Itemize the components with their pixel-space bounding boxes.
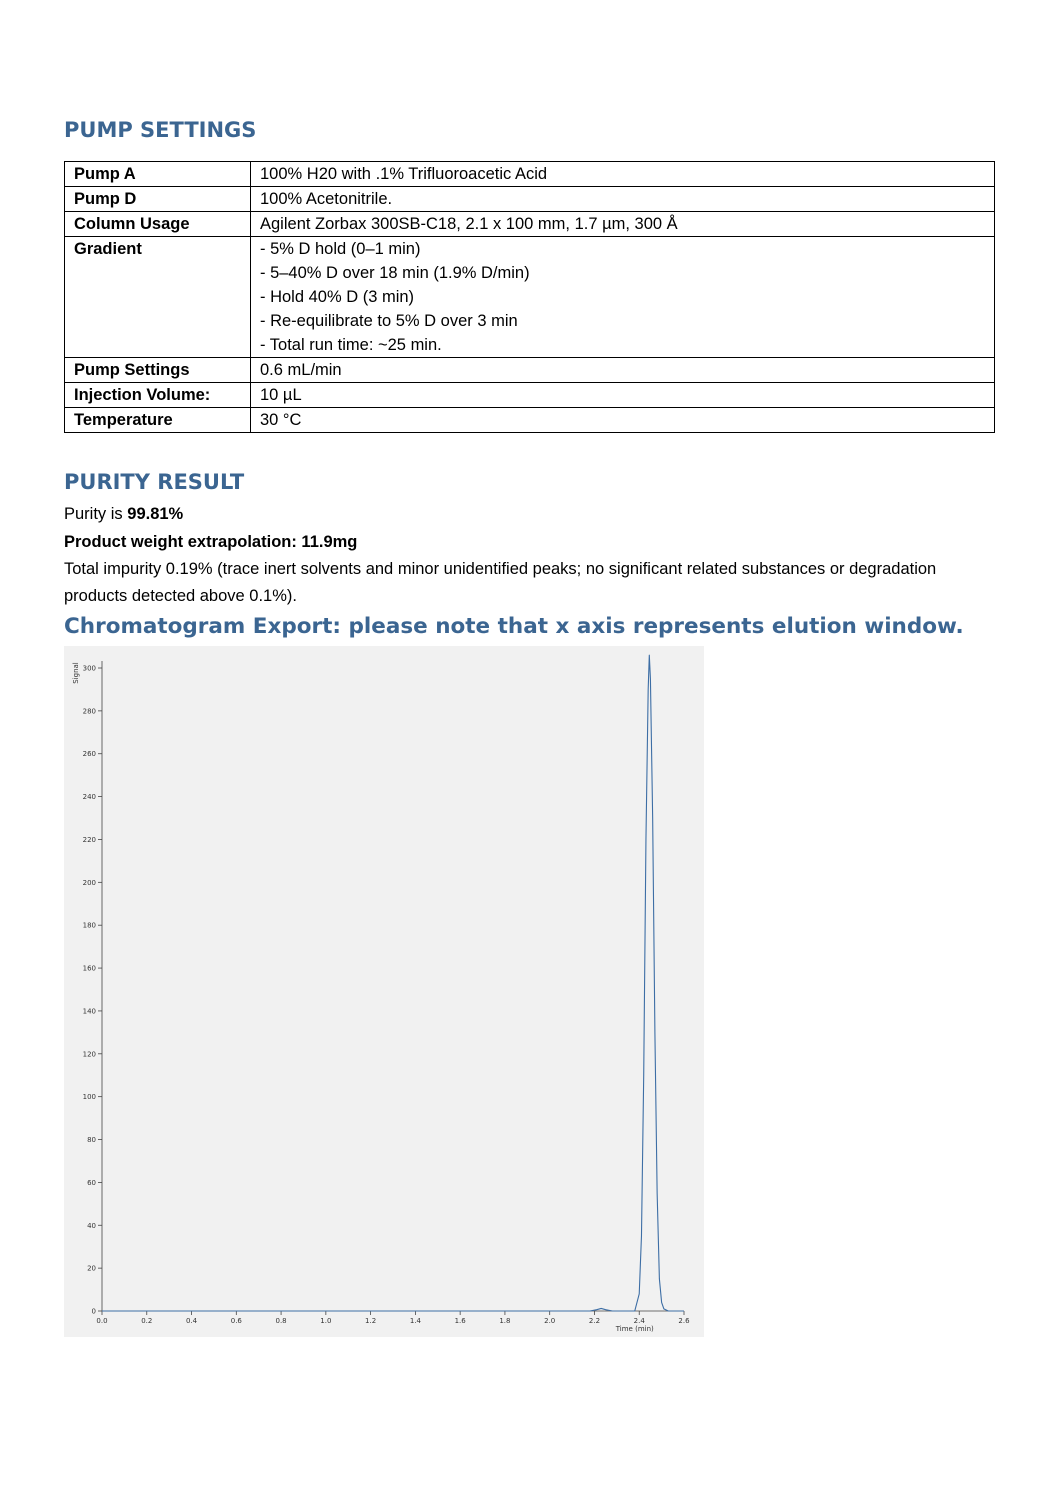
chromatogram-svg [64,646,704,1337]
pump-settings-table [64,161,995,433]
purity-value: 99.81% [127,505,184,523]
settings-value [251,212,995,237]
x-tick-label: 1.6 [454,1317,466,1325]
y-tick-label: 220 [82,835,96,844]
settings-key: Column Usage [65,212,251,237]
settings-row [65,408,995,433]
settings-value-line: - 5–40% D over 18 min (1.9% D/min) [260,264,530,282]
y-tick-label: 140 [82,1007,96,1016]
settings-key: Pump Settings [65,358,251,383]
settings-value-line: 100% Acetonitrile. [260,190,393,208]
pump-settings-heading: PUMP SETTINGS [64,118,257,142]
x-tick-label: 0.2 [141,1317,153,1325]
purity-prefix: Purity is [64,505,128,523]
settings-row [65,383,995,408]
settings-value-line: Agilent Zorbax 300SB-C18, 2.1 x 100 mm, 1.7 µm, 300 Å [260,215,678,233]
y-tick-label: 20 [87,1264,96,1273]
settings-value-line: 100% H20 with .1% Trifluoroacetic Acid [260,165,548,183]
x-tick-label: 2.4 [633,1317,645,1325]
settings-row [65,187,995,212]
chromatogram-chart [64,646,704,1337]
y-tick-label: 200 [82,878,96,887]
impurity-text: Total impurity 0.19% (trace inert solvents and minor unidentified peaks; no significant related substances or degradation products detected above 0.1%). [64,560,937,605]
settings-key: Gradient [65,237,251,358]
signal-trace [102,655,684,1311]
x-tick-label: 1.2 [365,1317,377,1325]
y-tick-label: 180 [82,921,96,930]
purity-result-heading: PURITY RESULT [64,470,245,494]
settings-key: Temperature [65,408,251,433]
y-tick-label: 60 [87,1178,96,1187]
x-tick-label: 2.0 [544,1317,556,1325]
x-tick-label: 1.4 [409,1317,421,1325]
y-tick-label: 0 [91,1307,96,1316]
x-tick-label: 1.8 [499,1317,511,1325]
x-tick-label: 0.6 [230,1317,242,1325]
y-tick-label: 160 [82,964,96,973]
settings-value-line: 10 µL [260,386,302,404]
settings-value [251,408,995,433]
settings-row [65,237,995,358]
x-tick-label: 0.8 [275,1317,287,1325]
y-tick-label: 260 [82,750,96,759]
y-tick-label: 120 [82,1050,96,1059]
settings-value [251,358,995,383]
y-tick-label: 240 [82,793,96,802]
chromatogram-heading: Chromatogram Export: please note that x axis represents elution window. [64,614,964,639]
y-tick-label: 280 [82,707,96,716]
x-tick-label: 0.4 [185,1317,198,1325]
settings-row [65,358,995,383]
settings-value-line: - Total run time: ~25 min. [260,336,442,354]
x-tick-label: 2.6 [678,1317,690,1325]
settings-value [251,237,995,358]
y-tick-label: 80 [87,1136,96,1145]
y-tick-label: 40 [87,1221,96,1230]
settings-value [251,187,995,212]
settings-value [251,383,995,408]
settings-value-line: - Re-equilibrate to 5% D over 3 min [260,312,518,330]
x-tick-label: 1.0 [320,1317,332,1325]
settings-key: Pump D [65,187,251,212]
x-axis-title: Time (min) [615,1325,654,1333]
settings-value-line: - 5% D hold (0–1 min) [260,240,421,258]
settings-key: Injection Volume: [65,383,251,408]
y-tick-label: 300 [82,664,96,673]
settings-row [65,212,995,237]
settings-value-line: 30 °C [260,411,302,429]
y-axis-title: Signal [72,662,80,684]
settings-value-line: - Hold 40% D (3 min) [260,288,415,306]
settings-key: Pump A [65,162,251,187]
settings-row [65,162,995,187]
x-tick-label: 0.0 [96,1317,108,1325]
settings-value-line: 0.6 mL/min [260,361,342,379]
y-tick-label: 100 [82,1093,96,1102]
x-tick-label: 2.2 [588,1317,601,1325]
settings-value [251,162,995,187]
purity-line [64,501,183,528]
product-weight: Product weight extrapolation: 11.9mg [64,533,358,551]
